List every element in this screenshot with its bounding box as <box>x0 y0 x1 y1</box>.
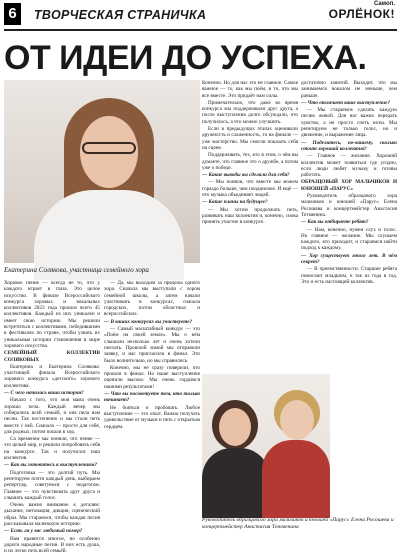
brand-name: ОРЛЁНОК! <box>328 7 395 21</box>
paragraph: Конечно. Но для нас это не главное. Самое важное — то, как мы поём, и то, что мы все вместе. Это придаёт нам силы. <box>202 80 298 99</box>
woman-right-body <box>262 440 330 518</box>
header-rule <box>4 29 397 31</box>
subheading: СЕМЕЙНЫЙ КОЛЛЕКТИВ СОЛЯКОВЫХ <box>4 350 100 363</box>
brand-top-line: Самоп. <box>373 1 395 7</box>
interview-question: — Как вы отбираете ребят? <box>301 219 369 226</box>
paragraph: — Да, мы выходим за пределы одного хора. Сначала мы выступали с хором семейной школы, а затем начали участвовать в конкурсах, сначала городских, потом областных и всероссийских. <box>104 280 200 318</box>
interview-question: — Что отличает ваше выступление? <box>301 99 391 106</box>
paragraph: — Мы стараемся сделать каждую песню живой. Для нас важно передать чувство, а не просто спеть ноты. Мы репетируем не только голос, но и движение, и выражение лица. <box>301 107 397 139</box>
column-1 <box>4 280 100 554</box>
interview-question: — Что вы посоветуете тем, кто только начинает? <box>104 391 200 404</box>
paragraph: — Мы хотим продолжать петь, развивать наш коллектив и, конечно, снова принять участие в конкурсе. <box>202 206 298 226</box>
paragraph: — В преемственности. Старшие ребята помогают младшим, и так из года в год. Это и есть настоящий коллектив. <box>301 266 397 285</box>
paragraph: — Главное — желание. Хороший коллектив может появиться где угодно, если люди любят музыку и готовы работать. <box>301 153 397 179</box>
column-2 <box>104 280 200 536</box>
paragraph: — Мы поняли, что вместе мы можем гораздо больше, чем поодиночке. И ещё — что музыка объединяет людей. <box>202 179 298 199</box>
page-header <box>0 0 401 42</box>
paragraph: — Нам, конечно, нужен слух и голос. Но главное — желание. Мы слушаем каждого, кто приходит, и стараемся найти подход к каждому. <box>301 226 397 252</box>
paragraph: Конечно, мы не сразу поверили, что прошли в финал. Но наше выступление оценили высоко. Мы очень гордимся нашими результатами! <box>104 364 200 390</box>
interview-question: — Какие выводы вы сделали для себя? <box>202 172 290 179</box>
paragraph: Руководитель образцового хора мальчиков и юношей «Парус» Елена Росошева и концертмейстер Анастасия Тотменина. <box>301 193 397 218</box>
interview-question: — Как вы готовитесь к выступлениям? <box>4 462 97 469</box>
interview-question: — Есть ли у вас любимый номер? <box>4 528 83 535</box>
duo-caption: Руководитель образцового хора мальчиков и юношей «Парус» Елена Росошева и концертмейстер Анастасия Тотменина <box>202 517 394 530</box>
portrait-caption: Екатерина Солякова, участница семейного хора <box>4 266 149 274</box>
page-number: 6 <box>4 3 21 25</box>
paragraph: Если в предыдущих этапах оценивали дружность и слаженность, то на финале — уже мастерство. Мы смогли показать себя на сцене. <box>202 126 298 151</box>
woman-right-face <box>280 400 314 440</box>
paragraph: достаточно занятий. Выходит, что мы занимаемся вокалом не меньше, чем раньше. <box>301 80 397 99</box>
paragraph: Начало с того, что моя мама очень хорошо пела. Каждый вечер мы собирались всей семьёй, и она пела нам песни. Так постепенно и мы стали петь вместе с ней. Сначала — просто для себя, для родных, потом пошли в хор. <box>4 397 100 435</box>
column-3 <box>202 80 298 370</box>
paragraph: Поддерживать, тех, кто в этом, о чём вы думаете, что главное это о дружбе, а потом уже о победе. <box>202 152 298 171</box>
paragraph: Екатерина и Екатерина Солякова: участницей финала Всероссийского хорового конкурса «детского» хорового коллектива. <box>4 363 100 389</box>
glasses-icon <box>82 142 136 154</box>
paragraph: Со временем мы поняли, что пение — это целый мир, и решили попробовать себя на конкурсе. Так и получился наш коллектив. <box>4 436 100 462</box>
paragraph: Не бояться и пробовать. Любое выступление — это опыт. Важно получать удовольствие от музыки и петь с открытым сердцем. <box>104 404 200 430</box>
interview-question: — Поделитесь, по-вашему, сколько стоит хороший коллектив? <box>301 139 397 152</box>
paragraph: — Самый масштабный конкурс — это «Поём на своей земле». Мы о нём слышали несколько лет и очень хотели поехать. Прошлой зимой мы отправили заявку, и нас пригласили в финал. Это было волнительно, но мы справились. <box>104 326 200 364</box>
section-title: ТВОРЧЕСКАЯ СТРАНИЧКА <box>34 8 207 22</box>
paragraph: Очень важно внимание к деталям: дыхание, интонация, дикция, сценический образ. Мы стараемся, чтобы каждая песня рассказывала маленькую историю. <box>4 502 100 527</box>
woman-left-face <box>219 408 251 446</box>
duo-photo <box>202 374 330 514</box>
interview-question: — Хор существует много лет. В чём секрет? <box>301 252 397 266</box>
interview-question: — В ваших конкурсах вы участвуете? <box>104 318 193 325</box>
paragraph: Нам нравится многое, но особенно дороги народные песни. В них есть душа, и их легко петь всей семьёй. <box>4 535 100 554</box>
paragraph: Примечательно, что даже во время конкурса мы поддерживали друг друга, а после выступления долго обсуждали, что получилось, а что можно улучшить. <box>202 99 298 125</box>
newspaper-brand <box>329 1 395 21</box>
interview-question: — С чего началась ваша история? <box>4 390 84 397</box>
portrait-photo <box>4 80 200 263</box>
paragraph: Хоровое пение — всегда не то, что у каждого играет в глаза. Это целое искусство. В финале Всероссийского конкурса хоровых и вокальных коллективов 2023 года прошло всего 45 коллективов. Каждый из них уникален и имеет свою историю. Мы решили встретиться с коллективами, победившими в фестивалях по стране, чтобы узнать их уникальные истории становления в мире хорового искусства. <box>4 280 100 349</box>
column-4 <box>301 80 397 370</box>
woman-left-body <box>202 448 270 518</box>
paragraph: Подготовка — это долгий путь. Мы репетируем почти каждый день, выбираем репертуар, советуемся с педагогом. Главное — это чувствовать друг друга и слышать каждый голос. <box>4 469 100 501</box>
subheading: ОБРАЗЦОВЫЙ ХОР МАЛЬЧИКОВ И ЮНОШЕЙ «ПАРУС» <box>301 179 397 192</box>
headline: ОТ ИДЕИ ДО УСПЕХА. <box>4 39 367 77</box>
interview-question: — Какие планы на будущее? <box>202 199 268 206</box>
